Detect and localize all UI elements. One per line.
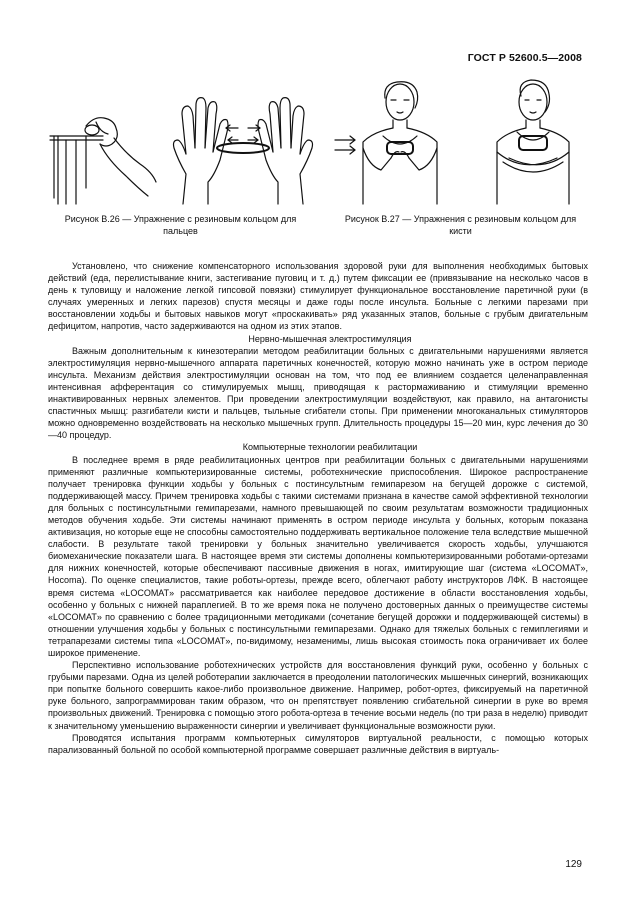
body-text xyxy=(48,260,588,756)
figure-b26-caption: Рисунок В.26 — Упражнение с резиновым кольцом для пальцев xyxy=(64,214,297,236)
paragraph-compensatory-use: Установлено, что снижение компенсаторного использования здоровой руки для выполнения необходимых бытовых действий (еда, перелистывание книги, застегивание пуговиц и т. д.) путем фиксации ее (привязывание на несколько часов в день к туловищу и наложение легкой гипсовой повязки) стимулирует функциональное восстановление паретичной руки (в случаях умеренных и легких парезов) спустя месяцы и даже годы после инсульта. Больные с легкими парезами при восстановлении ходьбы и бытовых навыков могут «проскакивать» ряд указанных этапов, больные с грубым двигательным дефицитом, напротив, часто задерживаются на одном из этих этапов. xyxy=(48,261,588,332)
section-title-electrostimulation: Нервно-мышечная электростимуляция xyxy=(248,333,412,344)
paragraph-robotic-devices: Перспективно использование роботехнических устройств для восстановления функций руки, особенно у больных с грубыми парезами. Одна из целей роботерапии заключается в преодолении патологических мышечных синергий, возникающих при попытке больного совершить какое-либо произвольное движение. Например, робот-ортез, фиксируемый на паретичной руке больного, запрограммирован таким образом, что он препятствует появлению сгибательной синергии в руке во время произвольных движений. Тренировка с помощью этого робота-ортеза в течение восьми недель (по три раза в неделю) приводит к значительному уменьшению выраженности синергии и увеличивает функциональные возможности руки. xyxy=(48,660,589,731)
figure-b27-caption: Рисунок В.27 — Упражнения с резиновым кольцом для кисти xyxy=(344,214,577,236)
paragraph-virtual-reality: Проводятся испытания программ компьютерных симуляторов виртуальной реальности, с помощью которых парализованный больной по особой компьютерной программе совершает различные действия в виртуаль- xyxy=(48,732,588,755)
finger-ring-exercise-illustration xyxy=(48,78,318,208)
section-title-computer-technologies: Компьютерные технологии реабилитации xyxy=(242,442,418,453)
figure-b27 xyxy=(333,78,588,208)
figures-row xyxy=(48,78,588,238)
figure-b26 xyxy=(48,78,318,208)
page-number: 129 xyxy=(565,859,582,870)
document-header: ГОСТ Р 52600.5—2008 xyxy=(467,52,582,64)
paragraph-computerized-systems: В последнее время в ряде реабилитационных центров при реабилитации больных с двигательными нарушениями применяют различные компьютеризированные системы, роботехнические приспособления. Широкое распространение получает тренировка функции ходьбы у больных с постинсультным гемипарезом на бегущей дорожке с системой, поддерживающей массу. Причем тренировка ходьбы с такими системами признана в качестве самой эффективной технологии для больных с постинсультными гемипарезами, намного превышающей по своим результатам возможности традиционных методов обучения ходьбе. Эти системы начинают применять в остром периоде инсульта у больных, которым показана активизация, но которые еще не способны самостоятельно поддерживать вертикальное положение тела вследствие мышечной слабости. В результате такой тренировки у больных значительно увеличивается скорость ходьбы, улучшаются биомеханические показатели шага. В настоящее время эти системы дополнены компьютеризированными роботами-ортезами для нижних конечностей, которые обеспечивают пассивные движения в ногах, имитирующие шаг (система «LOCOMAT», Hocoma). По оценке специалистов, такие роботы-ортезы, прежде всего, облегчают работу инструкторов ЛФК. В настоящее время система «LOCOMAT» рассматривается как наиболее передовое достижение в области восстановления ходьбы, особенно у больных с нижней параплегией. В то же время пока не получено достоверных данных о преимуществе системы «LOCOMAT» по сравнению с более традиционными методиками (сочетание бегущей дорожки и поддерживающей системы) в отношении улучшения ходьбы у больных с постинсультными гемипарезами. Однако для тяжелых больных с гемиплегиями и тетрапарезами системы типа «LOCOMAT», по-видимому, незаменимы, лишь высокая стоимость пока ограничивает их более широкое применение. xyxy=(48,454,588,658)
paragraph-electrostimulation: Важным дополнительным к кинезотерапии методом реабилитации больных с двигательными нарушениями является электростимуляция нервно-мышечного аппарата паретичных конечностей, которую можно начинать уже в остром периоде инсульта. Механизм действия электростимуляции основан на том, что под ее влиянием создается целенаправленная интенсивная афферентация со стимулируемых мышц, приводящая к растормаживанию и стимуляции временно инактивированных нервных элементов. При проведении электростимуляции воздействуют, как правило, на антагонисты спастичных мышц: разгибатели кисти и пальцев, тыльные сгибатели стопы. При применении многоканальных стимуляторов можно одновременно воздействовать на несколько мышечных групп. Длительность процедуры 15—20 мин, курс лечения до 30—40 процедур. xyxy=(48,345,588,441)
wrist-ring-exercise-illustration xyxy=(333,78,588,208)
